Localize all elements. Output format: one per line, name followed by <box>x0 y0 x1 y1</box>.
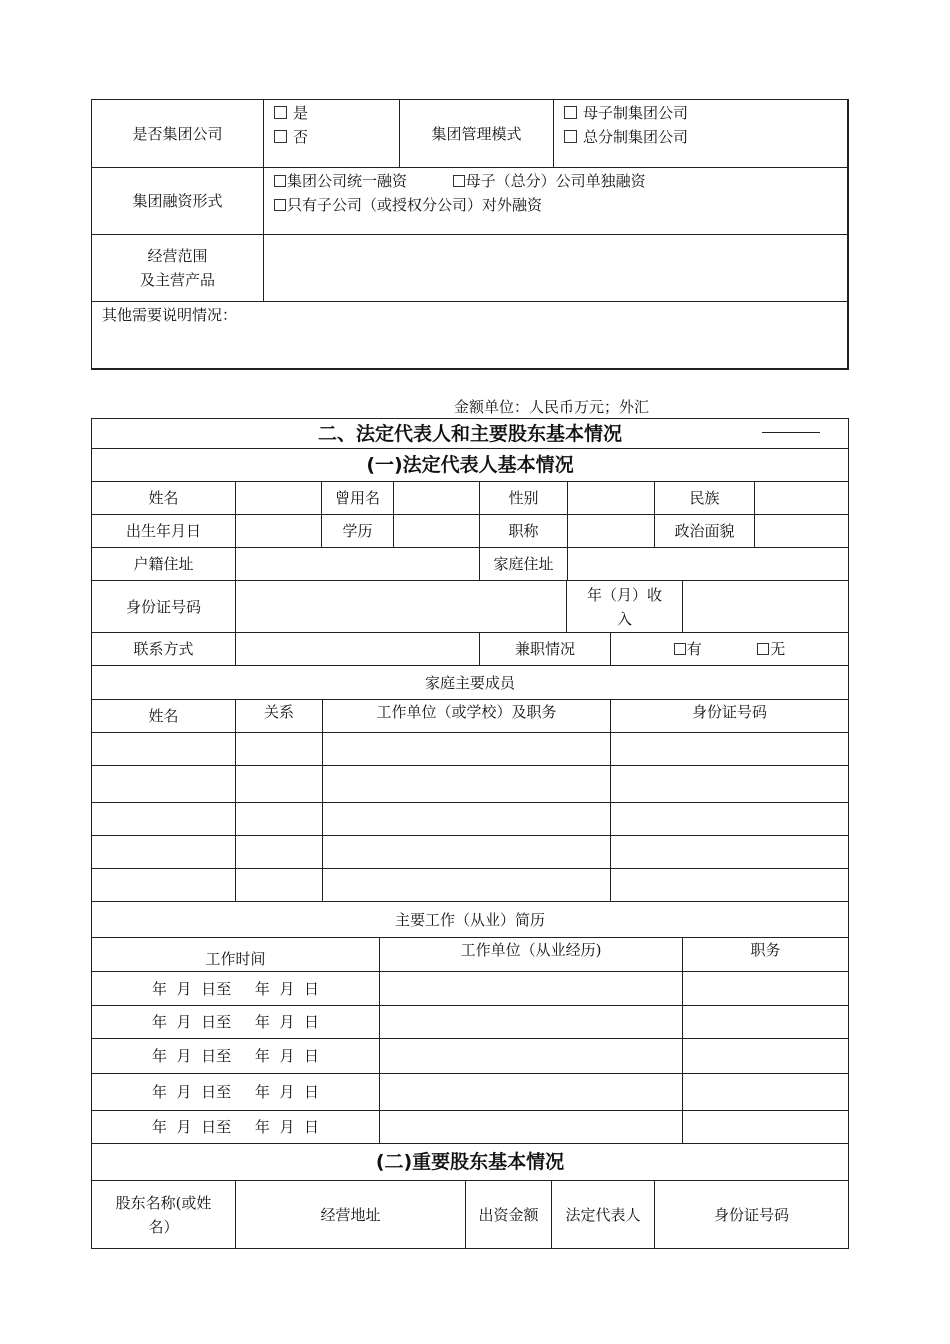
gender-label: 性别 <box>480 482 568 515</box>
work-title: 主要工作（从业）简历 <box>92 902 849 938</box>
is-group-label: 是否集团公司 <box>92 100 264 168</box>
work-position-field[interactable] <box>683 972 849 1006</box>
group-info-table <box>91 99 849 370</box>
family-col-name: 姓名 <box>92 700 236 733</box>
family-id-field[interactable] <box>611 836 849 869</box>
table-row <box>92 733 849 766</box>
work-position-field[interactable] <box>683 1111 849 1144</box>
work-col-position: 职务 <box>683 938 849 972</box>
former-name-label: 曾用名 <box>322 482 394 515</box>
table-row <box>92 803 849 836</box>
none-checkbox[interactable] <box>757 643 769 655</box>
id-income-table <box>91 580 849 633</box>
family-name-field[interactable] <box>92 766 236 803</box>
family-relation-field[interactable] <box>236 803 323 836</box>
mgmt-mode-label: 集团管理模式 <box>400 100 554 168</box>
family-relation-field[interactable] <box>236 869 323 902</box>
sh-col-amount: 出资金额 <box>466 1181 552 1249</box>
birth-date-label: 出生年月日 <box>92 515 236 548</box>
work-workplace-field[interactable] <box>380 1006 683 1039</box>
other-notes-field[interactable] <box>92 302 849 370</box>
home-address-field[interactable] <box>568 548 849 581</box>
family-table <box>91 699 849 938</box>
legal-rep-table <box>91 481 849 581</box>
scope-field[interactable] <box>264 235 849 302</box>
sh-name-label-line1: 股东名称(或姓 <box>115 1193 212 1212</box>
former-name-field[interactable] <box>394 482 480 515</box>
parent-sub-label: 母子制集团公司 <box>583 104 689 122</box>
section2-title: 二、法定代表人和主要股东基本情况 <box>317 422 622 445</box>
family-name-field[interactable] <box>92 869 236 902</box>
political-status-field[interactable] <box>755 515 849 548</box>
scope-label-line1: 经营范围 <box>147 247 208 265</box>
sh-name-label-line2: 名） <box>148 1217 179 1236</box>
work-col-time: 工作时间 <box>92 938 380 972</box>
section2-title-cell <box>92 419 849 449</box>
family-id-field[interactable] <box>611 803 849 836</box>
work-period: 年 月 日至 年 月 日 <box>92 1074 380 1111</box>
fin-separate-label: 母子（总分）公司单独融资 <box>465 172 646 190</box>
sh-col-id: 身份证号码 <box>655 1181 849 1249</box>
family-workplace-field[interactable] <box>323 836 611 869</box>
legal-rep-title: (一)法定代表人基本情况 <box>92 449 849 482</box>
family-workplace-field[interactable] <box>323 766 611 803</box>
head-branch-checkbox[interactable] <box>564 130 577 143</box>
work-period: 年 月 日至 年 月 日 <box>92 1039 380 1074</box>
birth-date-field[interactable] <box>236 515 322 548</box>
fin-unified-label: 集团公司统一融资 <box>287 172 408 190</box>
title-dash <box>762 432 820 433</box>
family-id-field[interactable] <box>611 766 849 803</box>
name-field[interactable] <box>236 482 322 515</box>
table-row <box>92 766 849 803</box>
table-row <box>92 836 849 869</box>
table-row <box>92 1039 849 1074</box>
is-group-options <box>264 100 400 168</box>
work-workplace-field[interactable] <box>380 1074 683 1111</box>
part-time-options <box>611 633 849 666</box>
head-branch-label: 总分制集团公司 <box>583 128 689 146</box>
job-title-label: 职称 <box>480 515 568 548</box>
other-notes-label: 其他需要说明情况： <box>102 306 238 324</box>
contact-field[interactable] <box>236 633 480 666</box>
part-time-label: 兼职情况 <box>480 633 611 666</box>
yes-checkbox[interactable] <box>274 106 287 119</box>
gender-field[interactable] <box>568 482 655 515</box>
family-name-field[interactable] <box>92 836 236 869</box>
family-id-field[interactable] <box>611 733 849 766</box>
yes-label: 是 <box>293 104 309 122</box>
contact-table <box>91 632 849 700</box>
fin-sub-only-checkbox[interactable] <box>274 199 286 211</box>
family-relation-field[interactable] <box>236 836 323 869</box>
work-workplace-field[interactable] <box>380 972 683 1006</box>
no-label: 否 <box>293 128 309 146</box>
home-address-label: 家庭住址 <box>480 548 568 581</box>
family-id-field[interactable] <box>611 869 849 902</box>
education-field[interactable] <box>394 515 480 548</box>
sh-name-label <box>92 1181 236 1249</box>
family-name-field[interactable] <box>92 733 236 766</box>
job-title-field[interactable] <box>568 515 655 548</box>
work-col-workplace: 工作单位（从业经历) <box>380 938 683 972</box>
ethnicity-label: 民族 <box>655 482 755 515</box>
family-col-id: 身份证号码 <box>611 700 849 733</box>
work-history-table <box>91 937 849 1181</box>
has-label: 有 <box>686 640 702 658</box>
section2-header-table <box>91 418 849 482</box>
mgmt-mode-options <box>554 100 849 168</box>
family-workplace-field[interactable] <box>323 803 611 836</box>
work-period: 年 月 日至 年 月 日 <box>92 1111 380 1144</box>
income-label-line1: 年（月）收 <box>586 585 662 604</box>
none-label: 无 <box>770 640 786 658</box>
income-field[interactable] <box>683 581 849 633</box>
scope-label <box>92 235 264 302</box>
political-status-label: 政治面貌 <box>655 515 755 548</box>
name-label: 姓名 <box>92 482 236 515</box>
has-checkbox[interactable] <box>674 643 686 655</box>
no-checkbox[interactable] <box>274 130 287 143</box>
shareholder-table <box>91 1180 849 1249</box>
table-row <box>92 1006 849 1039</box>
sh-col-address: 经营地址 <box>236 1181 466 1249</box>
family-workplace-field[interactable] <box>323 869 611 902</box>
table-row <box>92 1074 849 1111</box>
work-workplace-field[interactable] <box>380 1111 683 1144</box>
id-number-field[interactable] <box>236 581 567 633</box>
financing-label: 集团融资形式 <box>92 168 264 235</box>
family-name-field[interactable] <box>92 803 236 836</box>
work-position-field[interactable] <box>683 1006 849 1039</box>
education-label: 学历 <box>322 515 394 548</box>
income-label-line2: 入 <box>616 609 632 628</box>
currency-unit-note: 金额单位：人民币万元；外汇 <box>454 398 650 416</box>
family-col-workplace: 工作单位（或学校）及职务 <box>323 700 611 733</box>
table-row <box>92 1111 849 1144</box>
scope-label-line2: 及主营产品 <box>139 271 215 289</box>
fin-unified-checkbox[interactable] <box>274 175 286 187</box>
work-period: 年 月 日至 年 月 日 <box>92 972 380 1006</box>
financing-options <box>264 168 849 235</box>
family-col-relation: 关系 <box>236 700 323 733</box>
id-number-label: 身份证号码 <box>92 581 236 633</box>
ethnicity-field[interactable] <box>755 482 849 515</box>
work-position-field[interactable] <box>683 1039 849 1074</box>
fin-separate-checkbox[interactable] <box>453 175 465 187</box>
fin-sub-only-label: 只有子公司（或授权分公司）对外融资 <box>287 196 543 214</box>
shareholder-title: (二)重要股东基本情况 <box>92 1144 849 1181</box>
sh-col-legal-rep: 法定代表人 <box>552 1181 655 1249</box>
work-position-field[interactable] <box>683 1074 849 1111</box>
family-relation-field[interactable] <box>236 733 323 766</box>
family-relation-field[interactable] <box>236 766 323 803</box>
table-row <box>92 869 849 902</box>
work-period: 年 月 日至 年 月 日 <box>92 1006 380 1039</box>
family-workplace-field[interactable] <box>323 733 611 766</box>
work-workplace-field[interactable] <box>380 1039 683 1074</box>
family-title: 家庭主要成员 <box>92 666 849 700</box>
income-label <box>567 581 683 633</box>
table-row <box>92 972 849 1006</box>
registered-address-field[interactable] <box>236 548 480 581</box>
registered-address-label: 户籍住址 <box>92 548 236 581</box>
parent-sub-checkbox[interactable] <box>564 106 577 119</box>
contact-label: 联系方式 <box>92 633 236 666</box>
